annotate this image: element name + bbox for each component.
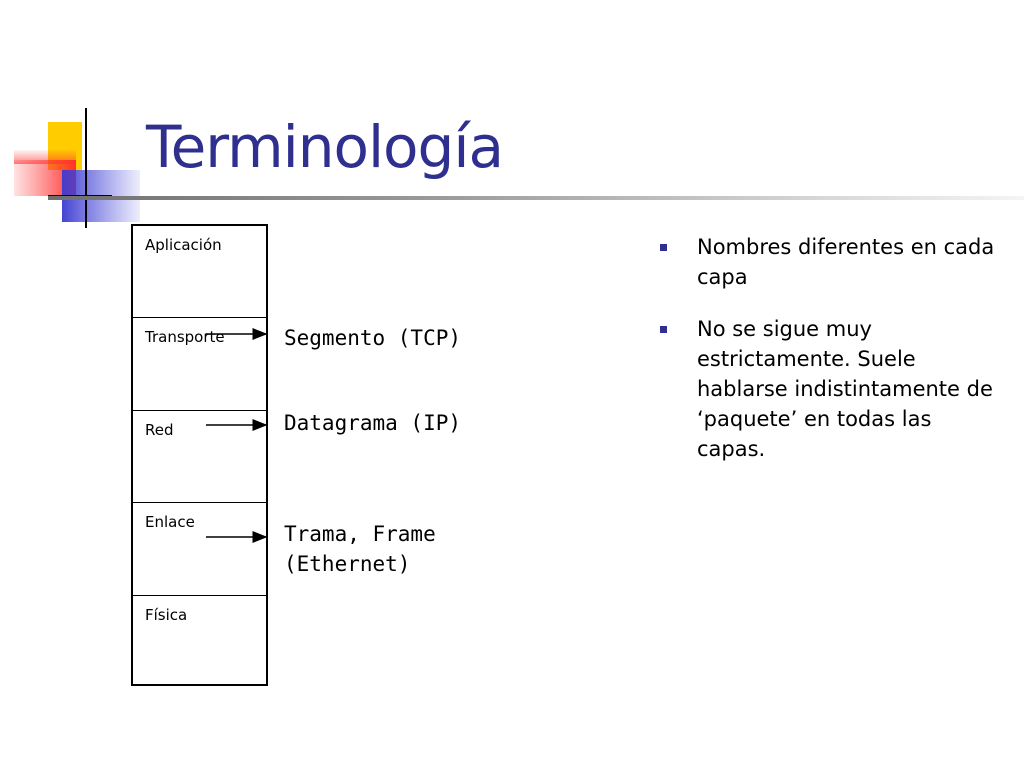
bullet-item <box>660 232 1000 292</box>
layer-transport: Transporte <box>133 318 266 410</box>
square-bullet-icon <box>660 244 667 251</box>
layer-application: Aplicación <box>133 226 266 318</box>
bullet-list <box>660 232 1000 486</box>
layer-link: Enlace <box>133 503 266 595</box>
bullet-text: Nombres diferentes en cada capa <box>697 235 995 289</box>
term-frame: Trama, Frame (Ethernet) <box>284 522 436 576</box>
bullet-text: No se sigue muy estrictamente. Suele hablarse indistintamente de ‘paquete’ en todas las capas. <box>697 317 993 461</box>
layer-network: Red <box>133 411 266 503</box>
decorative-squares-graphic <box>0 0 160 240</box>
square-bullet-icon <box>660 326 667 333</box>
bullet-item <box>660 314 1000 464</box>
protocol-layer-stack <box>131 224 268 686</box>
page-title: Terminología <box>146 113 504 181</box>
term-datagram: Datagrama (IP) <box>284 411 462 435</box>
layer-physical: Física <box>145 605 188 624</box>
title-underline <box>48 196 1024 200</box>
term-segment: Segmento (TCP) <box>284 326 462 350</box>
